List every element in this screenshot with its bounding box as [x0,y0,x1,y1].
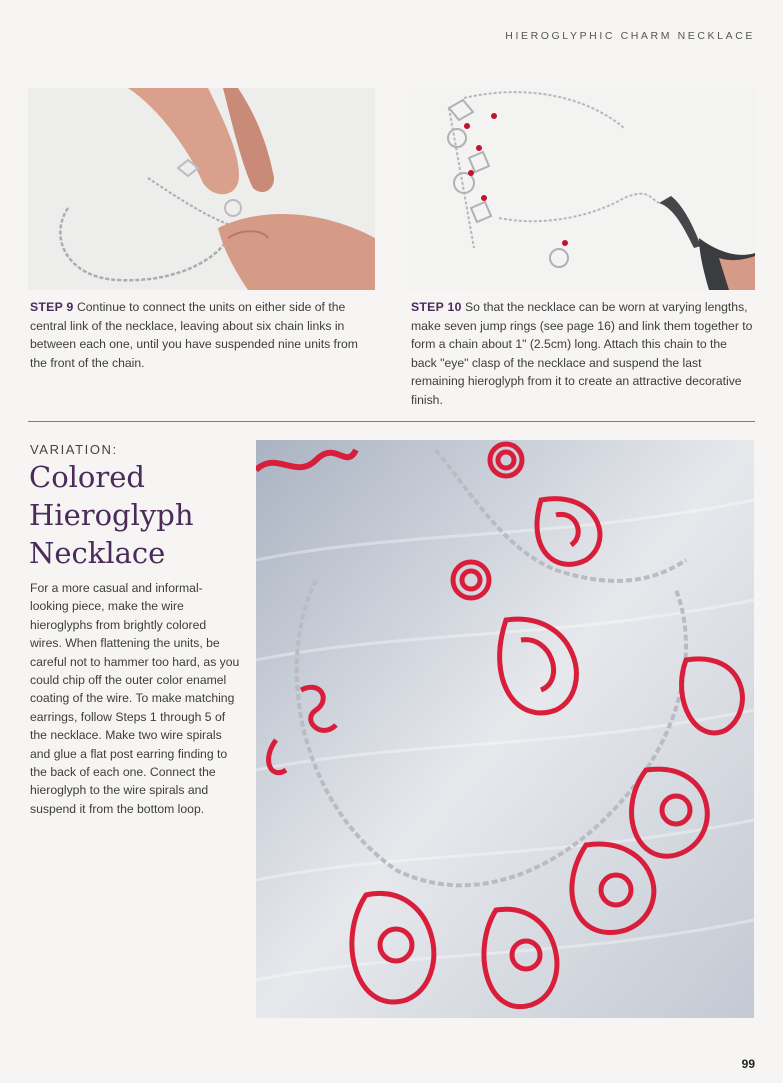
step9-text: Continue to connect the units on either side of the central link of the necklace, leaving about six chain links in between each one, until you have suspended nine units from the front of the chain. [30,300,358,370]
page-number: 99 [741,1057,755,1071]
step9-photo [28,88,375,290]
step10-caption [411,298,756,410]
step10-photo [409,88,755,290]
variation-label: VARIATION: [30,442,118,457]
step10-text: So that the necklace can be worn at varying lengths, make seven jump rings (see page 16) and link them together to form a chain about 1" (2.5cm) long. Attach this chain to the back "eye" clasp of the necklace and suspend the last remaining hieroglyph from it to create an attractive decorative finish. [411,300,753,407]
step9-label: STEP 9 [30,300,74,314]
section-divider [28,421,755,422]
variation-photo [256,440,754,1018]
step9-caption [30,298,375,372]
step10-label: STEP 10 [411,300,462,314]
variation-title: Colored Hieroglyph Necklace [29,460,194,570]
variation-body: For a more casual and informal-looking piece, make the wire hieroglyphs from brightly colored wires. When flattening the units, be careful not to hammer too hard, as you could chip off the outer color enamel coating of the wire. To make matching earrings, follow Steps 1 through 5 of the necklace. Make two wire spirals and glue a flat post earring finding to the back of each one. Connect the hieroglyph to the wire spirals and suspend it from the bottom loop. [30,581,240,816]
running-head: HIEROGLYPHIC CHARM NECKLACE [505,30,755,42]
